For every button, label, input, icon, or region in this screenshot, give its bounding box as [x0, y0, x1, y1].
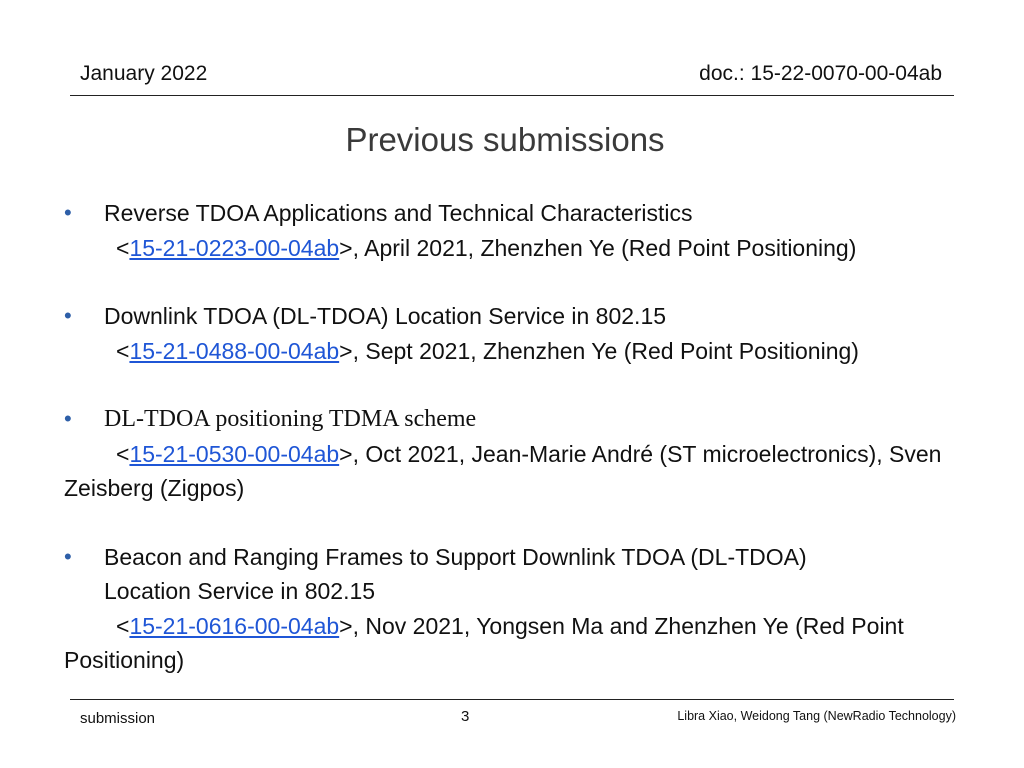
doc-link[interactable]: 15-21-0223-00-04ab	[129, 234, 340, 261]
item-title-line-2: Location Service in 802.15	[104, 578, 376, 604]
item-title: DL-TDOA positioning TDMA scheme	[104, 406, 477, 432]
item-reference: <15-21-0530-00-04ab>, Oct 2021, Jean-Marie André (ST microelectronics), Sven Zeisberg (Zigpos)	[64, 440, 942, 501]
bullet-icon: •	[64, 406, 72, 431]
item-title-line-1: Beacon and Ranging Frames to Support Downlink TDOA (DL-TDOA)	[104, 543, 807, 570]
item-details: , Nov 2021, Yongsen Ma and Zhenzhen Ye (Red Point Positioning)	[64, 612, 904, 673]
list-item	[64, 402, 984, 506]
list-item	[64, 299, 984, 368]
header-doc-id: doc.: 15-22-0070-00-04ab	[699, 62, 942, 85]
header-date: January 2022	[80, 62, 208, 85]
footer-divider	[70, 699, 954, 700]
doc-link[interactable]: 15-21-0530-00-04ab	[129, 440, 340, 467]
item-title: Reverse TDOA Applications and Technical Characteristics	[104, 200, 693, 226]
slide-title: Previous submissions	[345, 121, 665, 158]
bullet-icon: •	[64, 200, 72, 225]
item-reference: <15-21-0488-00-04ab>, Sept 2021, Zhenzhen Ye (Red Point Positioning)	[116, 337, 859, 364]
bullet-icon: •	[64, 303, 72, 328]
item-details: , Sept 2021, Zhenzhen Ye (Red Point Positioning)	[352, 337, 859, 364]
item-reference: <15-21-0616-00-04ab>, Nov 2021, Yongsen Ma and Zhenzhen Ye (Red Point Positioning)	[64, 612, 904, 673]
header-divider	[70, 95, 954, 96]
doc-link[interactable]: 15-21-0616-00-04ab	[129, 612, 340, 639]
item-details: , April 2021, Zhenzhen Ye (Red Point Positioning)	[352, 234, 857, 261]
bullet-icon: •	[64, 543, 72, 569]
item-title: Downlink TDOA (DL-TDOA) Location Service in 802.15	[104, 303, 667, 329]
submissions-list	[64, 196, 984, 712]
doc-link[interactable]: 15-21-0488-00-04ab	[129, 337, 340, 364]
item-details: , Oct 2021, Jean-Marie André (ST microelectronics), Sven Zeisberg (Zigpos)	[64, 440, 942, 501]
item-reference: <15-21-0223-00-04ab>, April 2021, Zhenzhen Ye (Red Point Positioning)	[116, 234, 857, 261]
list-item	[64, 196, 984, 265]
list-item	[64, 540, 984, 678]
footer-authors: Libra Xiao, Weidong Tang (NewRadio Technology)	[677, 709, 956, 723]
page-number: 3	[461, 708, 470, 725]
footer-label: submission	[80, 710, 156, 727]
